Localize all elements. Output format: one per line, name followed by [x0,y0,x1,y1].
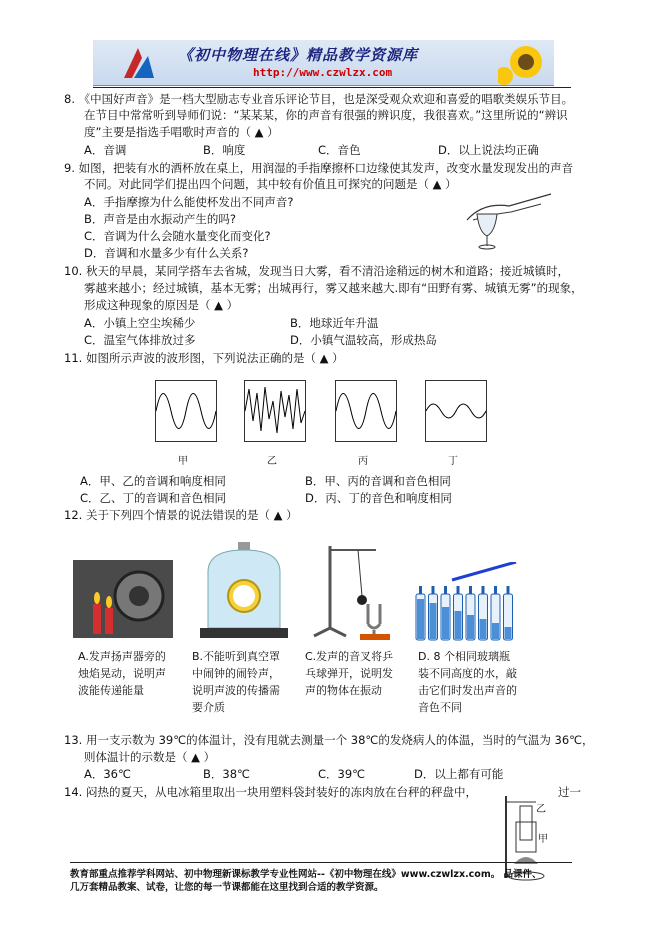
bottle-neck [419,586,422,594]
q13-line2: 则体温计的示数是（ ▲ ） [84,750,216,764]
q9-line1: 9. 如图，把装有水的酒杯放在桌上，用润湿的手指摩擦杯口边缘使其发声，改变水量发现发出的声音 [64,161,574,175]
bottle-water [430,603,437,639]
q10-option-b: B．地球近年升温 [290,316,379,330]
bottle-neck [432,586,435,594]
bottle-neck [494,586,497,594]
banner-url[interactable]: http://www.czwlzx.com [253,66,393,79]
q8-line2: 在节目中常常听到导师们说：“某某某，你的声音有很强的辨识度，我很喜欢。”这里所说的“辨识 [84,108,568,122]
bottle-neck [482,586,485,594]
waveform-jia [155,380,217,442]
q11-option-d: D．丙、丁的音色和响度相同 [305,491,452,505]
q10-option-a: A．小镇上空尘埃稀少 [84,316,196,330]
q13-option-a: A．36℃ [84,767,131,781]
footer-divider [70,862,572,863]
q13-option-b: B．38℃ [203,767,250,781]
q9-option-b: B．声音是由水振动产生的吗? [84,212,236,226]
q9-option-a: A．手指摩擦为什么能使杯发出不同声音? [84,195,294,209]
tuning-fork-ball-image [300,542,398,642]
footer-line1: 教育部重点推荐学科网站、初中物理新课标教学专业性网站--《初中物理在线》www.czwlzx.com。 品课件、 [70,869,542,880]
bottle-water [467,615,474,639]
header-banner [93,40,554,86]
q9-option-d: D．音调和水量多少有什么关系? [84,246,249,260]
bottle-water [480,619,487,639]
waveform-yi [244,380,306,442]
q12-caption-c: C.发声的音叉将乒乓球弹开，说明发声的物体在振动 [305,650,394,697]
speaker-candle-image [73,560,173,638]
q8-option-d: D．以上说法均正确 [438,143,539,157]
q10-line3: 形成这种现象的原因是（ ▲ ） [84,298,239,312]
q11-option-c: C．乙、丁的音调和音色相同 [80,491,227,505]
logo-icon [118,44,158,82]
waveform-bing [335,380,397,442]
q10-line1: 10. 秋天的早晨，某同学搭车去省城，发现当日大雾，看不清沿途稍远的树木和道路；接近城镇时， [64,264,569,278]
q10-line2: 雾越来越小；经过城镇，基本无雾；出城再行，雾又越来越大.即有“田野有雾、城镇无雾”的现象， [84,281,583,295]
figure-label-jia: 甲 [538,834,548,845]
q12-line1: 12. 关于下列四个情景的说法错误的是（ ▲ ） [64,508,298,522]
q13-option-d: D．以上都有可能 [414,767,504,781]
bell-jar-clock-image [198,542,290,642]
q8-line3: 度”主要是指选手唱歌时声音的（ ▲ ） [84,125,279,139]
q8-option-b: B．响度 [203,143,246,157]
bottle-water [442,607,449,639]
q11-option-a: A．甲、乙的音调和响度相同 [80,474,226,488]
bottle-neck [444,586,447,594]
bottle-water [492,623,499,639]
bottle-neck [457,586,460,594]
bottle-water [505,627,512,639]
waveform-label-jia: 甲 [178,456,188,467]
waveform-label-bing: 丙 [358,456,368,467]
q14-line1-tail: 过一 [558,785,581,799]
wine-glass-finger-figure [463,192,555,250]
footer-line2: 几万套精品教案、试卷，让您的每一节课都能在这里找到合适的教学资源。 [70,882,384,893]
q13-option-c: C．39℃ [318,767,366,781]
bottle-water [417,599,424,639]
glass-bottles-image [412,562,520,642]
q12-caption-d: D. 8 个相同玻璃瓶装不同高度的水，敲击它们时发出声音的音色不同 [418,650,517,714]
sunflower-icon [498,40,554,85]
q12-caption-b: B.不能听到真空罩中闹钟的闹铃声，说明声波的传播需要介质 [192,650,281,714]
q9-option-c: C．音调为什么会随水量变化而变化? [84,229,271,243]
waveform-label-ding: 丁 [448,456,458,467]
q14-line1: 14. 闷热的夏天，从电冰箱里取出一块用塑料袋封装好的冻肉放在台秤的秤盘中， [64,785,477,799]
q10-option-d: D．小镇气温较高，形成热岛 [290,333,437,347]
q10-option-c: C．温室气体排放过多 [84,333,196,347]
waveform-label-yi: 乙 [267,456,277,467]
q11-option-b: B．甲、丙的音调和音色相同 [305,474,451,488]
q8-option-c: C．音色 [318,143,361,157]
q13-line1: 13. 用一支示数为 39℃的体温计，没有甩就去测量一个 38℃的发烧病人的体温，当时的气温为 36℃， [64,733,594,747]
bottle-neck [507,586,510,594]
bottle-neck [469,586,472,594]
q8-line1: 8. 《中国好声音》是一档大型励志专业音乐评论节目，也是深受观众欢迎和喜爱的唱歌类娱乐节目。 [64,92,574,106]
q9-line2: 不同。对此同学们提出四个问题，其中较有价值且可探究的问题是（ ▲ ） [84,177,457,191]
q12-caption-a: A.发声扬声器旁的烛焰晃动，说明声波能传递能量 [78,650,166,697]
q11-line1: 11. 如图所示声波的波形图，下列说法正确的是（ ▲ ） [64,351,344,365]
header-divider [93,87,571,88]
q8-option-a: A．音调 [84,143,127,157]
waveform-ding [425,380,487,442]
figure-label-yi: 乙 [536,804,546,815]
bottle-water [455,611,462,639]
banner-title: 《初中物理在线》精品教学资源库 [178,46,419,64]
